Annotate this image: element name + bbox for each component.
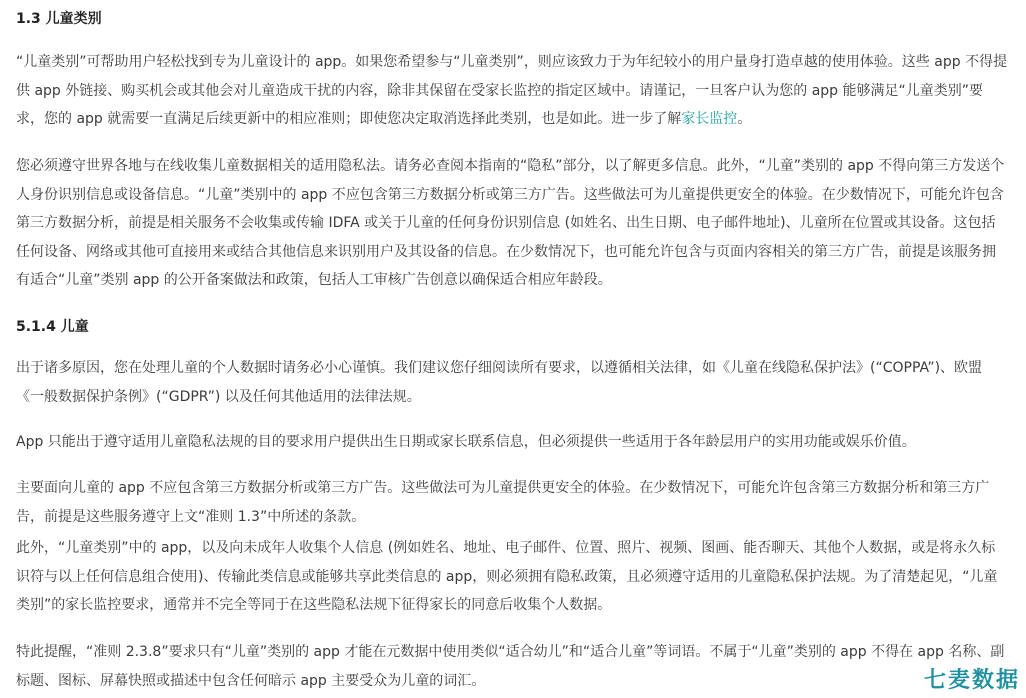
paragraph-5-1-4-care: 出于诸多原因，您在处理儿童的个人数据时请务必小心谨慎。我们建议您仔细阅读所有要求，以遵循相关法律，如《儿童在线隐私保护法》(“COPPA”)、欧盟《一般数据保护条例》(“GDPR”) 以及任何其他适用的法律法规。: [16, 360, 983, 405]
watermark-text: 七麦数据: [923, 668, 1020, 693]
paragraph-5-1-4-privacy-policy: 此外，“儿童类别”中的 app，以及向未成年人收集个人信息 (例如姓名、地址、电子邮件、位置、照片、视频、图画、能否聊天、其他个人数据，或是将永久标识符与以上任何信息组合使用)、传输此类信息或能够共享此类信息的 app，则必须拥有隐私政策，且必须遵守适用的儿童隐私保护法规。为了清楚起见，“儿童类别”的家长监控要求，通常并不完全等同于在这些隐私法规下征得家长的同意后收集个人数据。: [16, 540, 998, 613]
paragraph-1-3-intro: [16, 48, 1008, 134]
paragraph-5-1-4-metadata-reminder: 特此提醒，“准则 2.3.8”要求只有“儿童”类别的 app 才能在元数据中使用类似“适合幼儿”和“适合儿童”等词语。不属于“儿童”类别的 app 不得在 app 名称、副标题、图标、屏幕快照或描述中包含任何暗示 app 主要受众为儿童的词汇。: [16, 644, 1005, 689]
paragraph-5-1-4-birthdate: App 只能出于遵守适用儿童隐私法规的目的要求用户提供出生日期或家长联系信息，但必须提供一些适用于各年龄层用户的实用功能或娱乐价值。: [16, 434, 916, 450]
paragraph-1-3-privacy: 您必须遵守世界各地与在线收集儿童数据相关的适用隐私法。请务必查阅本指南的“隐私”部分，以了解更多信息。此外，“儿童”类别的 app 不得向第三方发送个人身份识别信息或设备信息。“儿童”类别中的 app 不应包含第三方数据分析或第三方广告。这些做法可为儿童提供更安全的体验。在少数情况下，可能允许包含第三方数据分析，前提是相关服务不会收集或传输 IDFA 或关于儿童的任何身份识别信息 (如姓名、出生日期、电子邮件地址)、儿童所在位置或其设备。这包括任何设备、网络或其他可直接用来或结合其他信息来识别用户及其设备的信息。在少数情况下，也可能允许包含与页面内容相关的第三方广告，前提是该服务拥有适合“儿童”类别 app 的公开备案做法和政策，包括人工审核广告创意以确保适合相应年龄段。: [16, 158, 1005, 288]
paragraph-1-3-intro-text: “儿童类别”可帮助用户轻松找到专为儿童设计的 app。如果您希望参与“儿童类别”，则应该致力于为年纪较小的用户量身打造卓越的使用体验。这些 app 不得提供 app 外链接、购买机会或其他会对儿童造成干扰的内容，除非其保留在受家长监控的指定区域中。请谨记，一旦客户认为您的 app 能够满足“儿童类别”要求，您的 app 就需要一直满足后续更新中的相应准则；即使您决定取消选择此类别，也是如此。进一步了解: [16, 54, 1008, 127]
section-heading-5-1-4: 5.1.4 儿童: [16, 319, 89, 335]
section-heading-1-3: 1.3 儿童类别: [16, 11, 102, 27]
watermark-logo: [924, 663, 1020, 694]
parental-controls-link[interactable]: 家长监控: [681, 111, 738, 127]
paragraph-1-3-intro-end: 。: [737, 111, 752, 127]
paragraph-5-1-4-third-party: 主要面向儿童的 app 不应包含第三方数据分析或第三方广告。这些做法可为儿童提供更安全的体验。在少数情况下，可能允许包含第三方数据分析和第三方广告，前提是这些服务遵守上文“准则 1.3”中所述的条款。: [16, 480, 990, 525]
